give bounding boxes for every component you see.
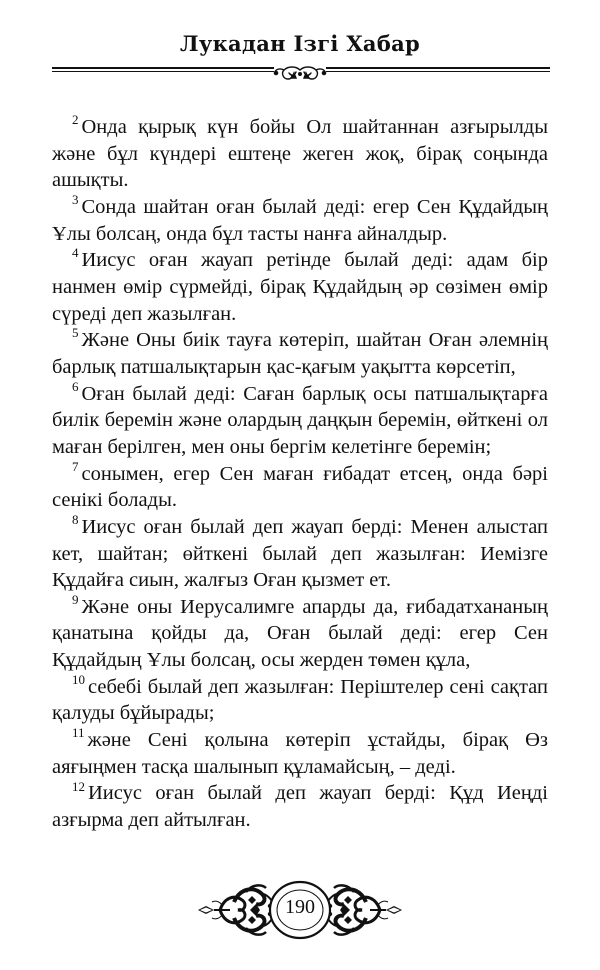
verse-number: 7 (72, 458, 79, 474)
verse-number: 4 (72, 245, 79, 261)
verse-2 (52, 114, 548, 194)
verse-9 (52, 591, 548, 674)
verse-text: Онда қырық күн бойы Ол шайтаннан азғырылды және бұл күндері ештеңе жеген жоқ, бірақ соңында ашықты. (52, 116, 548, 192)
floral-divider-icon (270, 64, 330, 86)
scripture-text (52, 114, 548, 834)
verse-text: Иисус оған жауап ретінде былай деді: адам бір нанмен өмір сүрмейді, бірақ Құдайдың әр сөзімен өмір сүреді деп жазылған. (52, 249, 548, 325)
verse-text: Иисус оған былай деп жауап берді: Менен алыстап кет, шайтан; өйткені былай деп жазылған: Иемізге Құдайға сиын, жалғыз Оған қызмет ет. (52, 515, 548, 592)
verse-10 (52, 671, 548, 727)
verse-number: 8 (72, 512, 79, 528)
verse-11 (52, 727, 548, 780)
verse-7 (52, 458, 548, 514)
verse-text: Сонда шайтан оған былай деді: егер Сен Құдайдың Ұлы болсаң, онда бұл тасты нанға айналдыр. (52, 195, 548, 245)
verse-number: 11 (72, 725, 85, 741)
verse-text: себебі былай деп жазылған: Періштелер сені сақтап қалуды бұйырады; (52, 675, 548, 725)
page-header (0, 0, 600, 100)
verse-4 (52, 247, 548, 327)
verse-number: 2 (72, 112, 79, 128)
verse-12 (52, 780, 548, 833)
verse-text: Оған былай деді: Саған барлық осы патшалықтарға билік беремін және олардың даңқын беремін, өйткені ол маған берілген, мен оны бергім келетінге беремін; (52, 382, 548, 458)
page-number: 190 (285, 896, 315, 918)
verse-3 (52, 194, 548, 247)
verse-text: Және Оны биік тауға көтеріп, шайтан Оған әлемнің барлық патшалықтарын қас-қағым уақытта көрсетіп, (52, 329, 548, 378)
verse-6 (52, 378, 548, 461)
verse-text: Және оны Иерусалимге апарды да, ғибадатхананың қанатына қойды да, Оған былай деді: егер Сен Құдайдың Ұлы болсаң, осы жерден төмен құла, (52, 595, 548, 672)
verse-number: 10 (72, 671, 85, 687)
verse-number: 3 (72, 192, 79, 208)
verse-8 (52, 514, 548, 594)
verse-text: Иисус оған былай деп жауап берді: Құд Иеңді азғырма деп айтылған. (52, 782, 548, 832)
verse-text: және Сені қолына көтеріп ұстайды, бірақ Өз аяғыңмен тасқа шалынып құламайсың, – деді. (52, 729, 548, 778)
verse-5 (52, 327, 548, 380)
page-footer (190, 872, 410, 948)
verse-number: 9 (72, 591, 79, 607)
verse-number: 6 (72, 378, 79, 394)
verse-number: 12 (72, 778, 85, 794)
verse-text: сонымен, егер Сен маған ғибадат етсең, онда бәрі сенікі болады. (52, 462, 548, 512)
running-title: Лукадан Ізгі Хабар (179, 31, 421, 56)
verse-number: 5 (72, 325, 79, 341)
